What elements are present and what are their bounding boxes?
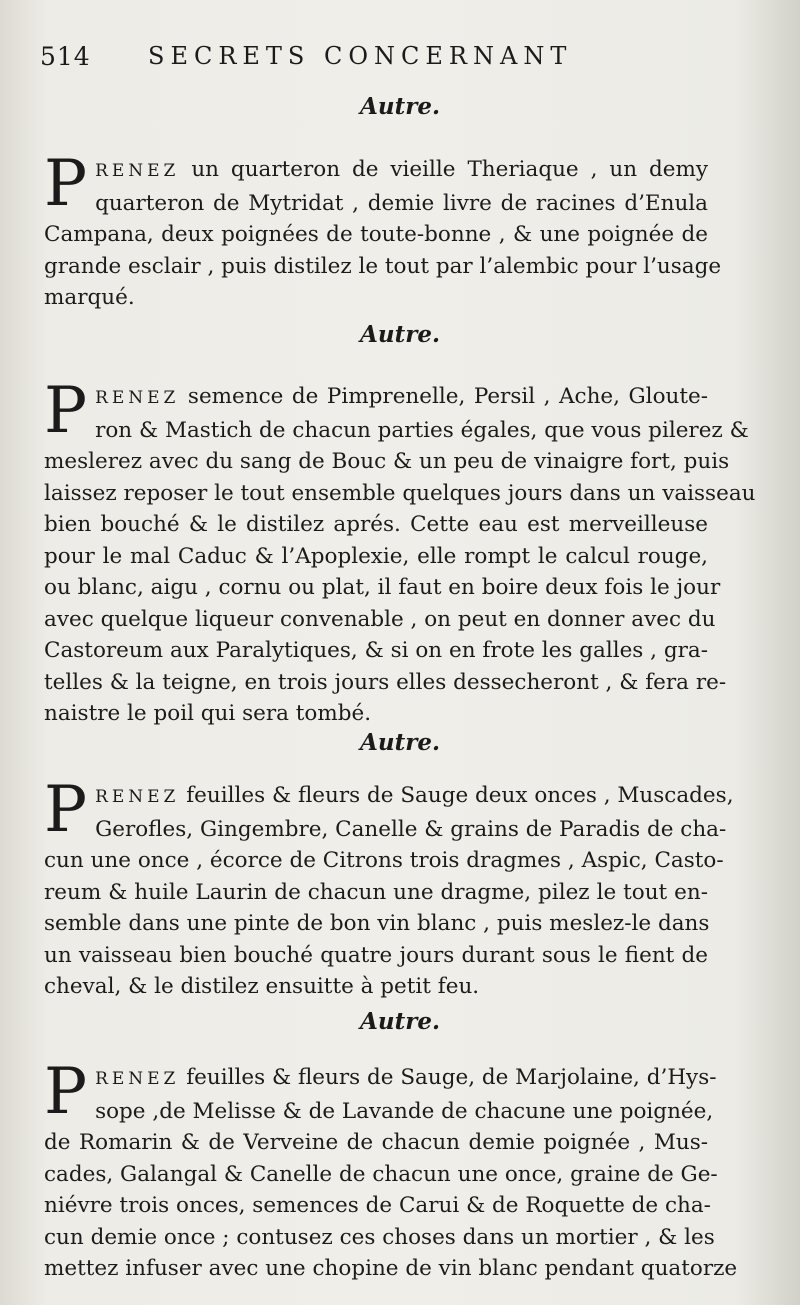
text-line: naistre le poil qui sera tombé. [44,701,372,726]
text-line: marqué. [44,285,135,310]
text-line: feuilles & fleurs de Sauge, de Marjolaine, d’Hys- [186,1065,717,1090]
page-number: 514 [40,42,91,71]
text-line: Campana, deux poignées de toute-bonne , & une poignée de [44,222,708,247]
text-line: quarteron de Mytridat , demie livre de racines d’Enula [95,190,708,216]
first-word: RENEZ [95,787,180,807]
text-line: mettez infuser avec une chopine de vin blanc pendant quatorze [44,1256,738,1281]
text-line: semble dans une pinte de bon vin blanc , puis meslez-le dans [44,911,710,936]
text-line: avec quelque liqueur convenable , on peut en donner avec du [44,606,716,632]
text-line: ron & Mastich de chacun parties égales, que vous pilerez & [95,417,749,443]
text-line: de Romarin & de Verveine de chacun demie poignée , Mus- [44,1130,708,1155]
running-head [40,38,750,78]
drop-cap: P [44,773,88,847]
text-line: Castoreum aux Paralytiques, & si on en frote les galles , gra- [44,638,708,663]
section-title: Autre. [360,93,440,120]
text-line: semence de Pimprenelle, Persil , Ache, Gloute- [187,384,708,409]
first-word: RENEZ [95,388,180,408]
text-line: meslerez avec du sang de Bouc & un peu de vinaigre fort, puis [44,449,730,474]
text-line: laissez reposer le tout ensemble quelques jours dans un vaisseau [44,480,756,506]
text-line: feuilles & fleurs de Sauge deux onces , Muscades, [186,783,734,808]
paragraph [44,147,722,314]
text-line: cades, Galangal & Canelle de chacun une once, graine de Ge- [44,1161,718,1187]
drop-cap: P [44,1055,88,1129]
running-title: SECRETS CONCERNANT [148,42,573,70]
paragraph [44,1055,738,1285]
text-line: sope ,de Melisse & de Lavande de chacune une poignée, [95,1098,714,1124]
first-word: RENEZ [95,1069,180,1089]
text-line: niévre trois onces, semences de Carui & de Roquette de cha- [44,1193,711,1218]
text-line: un quarteron de vieille Theriaque , un demy [191,157,708,182]
text-line: reum & huile Laurin de chacun une dragme, pilez le tout en- [44,879,708,905]
section-title: Autre. [360,729,440,756]
text-line: cun une once , écorce de Citrons trois dragmes , Aspic, Casto- [44,848,724,873]
section-title: Autre. [360,321,440,348]
text-line: Gerofles, Gingembre, Canelle & grains de Paradis de cha- [95,816,727,842]
text-line: pour le mal Caduc & l’Apoplexie, elle rompt le calcul rouge, [44,543,708,569]
text-line: cun demie once ; contusez ces choses dans un mortier , & les [44,1224,715,1250]
drop-cap: P [44,147,88,221]
paragraph [44,374,756,730]
text-line: grande esclair , puis distilez le tout par l’alembic pour l’usage [44,253,722,279]
text-line: telles & la teigne, en trois jours elles dessecheront , & fera re- [44,669,727,695]
drop-cap: P [44,374,88,448]
text-line: cheval, & le distilez ensuitte à petit feu. [44,974,480,999]
text-line: ou blanc, aigu , cornu ou plat, il faut en boire deux fois le jour [44,575,721,600]
text-line: un vaisseau bien bouché quatre jours durant sous le fient de [44,942,708,968]
paragraph [44,773,734,1003]
first-word: RENEZ [95,161,180,181]
text-line: bien bouché & le distilez aprés. Cette eau est merveilleuse [44,512,708,537]
section-title: Autre. [360,1008,440,1035]
